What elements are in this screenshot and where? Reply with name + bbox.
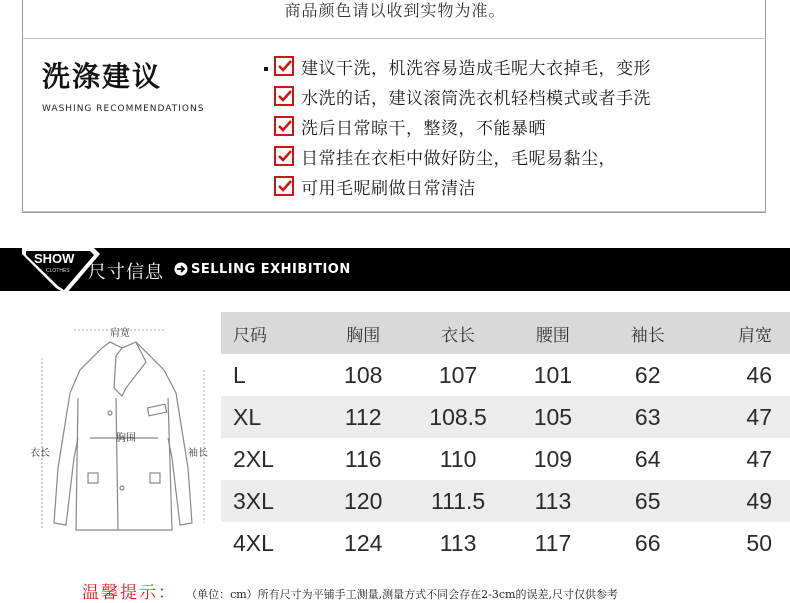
cell-shoulder: 49 bbox=[695, 480, 790, 522]
checkbox-icon bbox=[274, 116, 294, 136]
washing-item bbox=[274, 171, 651, 201]
banner-title-cn: 尺寸信息 bbox=[88, 262, 164, 283]
cell-length: 107 bbox=[438, 361, 478, 388]
checkbox-icon bbox=[274, 56, 294, 76]
cell-size: 4XL bbox=[233, 529, 274, 556]
washing-item bbox=[274, 111, 651, 141]
table-header-row bbox=[221, 312, 790, 354]
washing-item bbox=[274, 81, 651, 111]
washing-list bbox=[274, 51, 651, 201]
cell-chest: 108 bbox=[344, 361, 383, 388]
header-chest: 胸围 bbox=[316, 312, 411, 354]
color-disclaimer: 商品颜色请以收到实物为准。 bbox=[284, 1, 506, 20]
header-sleeve: 袖长 bbox=[600, 312, 695, 354]
cell-length: 110 bbox=[439, 445, 477, 472]
washing-item-text: 建议干洗，机洗容易造成毛呢大衣掉毛，变形 bbox=[301, 58, 651, 79]
cell-length: 113 bbox=[439, 529, 477, 556]
header-waist: 腰围 bbox=[505, 312, 600, 354]
cell-size: 2XL bbox=[233, 445, 274, 472]
tip-title: 温馨提示： bbox=[82, 583, 177, 603]
banner-title-en: SELLING EXHIBITION bbox=[191, 262, 351, 277]
cell-size: 3XL bbox=[221, 480, 316, 522]
cell-sleeve: 63 bbox=[600, 396, 695, 438]
cell-chest: 124 bbox=[344, 529, 383, 556]
cell-waist: 113 bbox=[505, 480, 600, 522]
cell-size: XL bbox=[221, 396, 316, 438]
size-table bbox=[221, 312, 790, 564]
cell-chest: 116 bbox=[344, 445, 382, 472]
table-row bbox=[221, 522, 790, 564]
badge-show-text: SHOW bbox=[34, 251, 75, 266]
coat-measurement-diagram bbox=[30, 318, 220, 568]
washing-item-text: 日常挂在衣柜中做好防尘，毛呢易黏尘， bbox=[301, 148, 616, 169]
washing-item bbox=[274, 141, 651, 171]
cell-size: L bbox=[233, 361, 246, 388]
table-row bbox=[221, 480, 790, 522]
washing-title: 洗涤建议 bbox=[42, 60, 163, 93]
table-row bbox=[221, 396, 790, 438]
size-tip bbox=[82, 578, 618, 603]
cell-waist: 105 bbox=[505, 396, 600, 438]
bullet-dot bbox=[264, 67, 268, 71]
cell-chest: 112 bbox=[316, 396, 411, 438]
header-size: 尺码 bbox=[221, 312, 316, 354]
cell-sleeve: 62 bbox=[634, 361, 661, 388]
tip-body: （单位：cm）所有尺寸为平铺手工测量,测量方式不同会存在2-3cm的误差,尺寸仅供参考 bbox=[186, 588, 618, 601]
cell-length: 111.5 bbox=[411, 480, 506, 522]
cell-length: 108.5 bbox=[411, 396, 506, 438]
cell-waist: 117 bbox=[534, 529, 572, 556]
checkbox-icon bbox=[274, 176, 294, 196]
table-row bbox=[221, 354, 790, 396]
washing-item-text: 洗后日常晾干，整烫，不能暴晒 bbox=[301, 118, 546, 139]
cell-sleeve: 64 bbox=[634, 445, 661, 472]
cell-shoulder: 46 bbox=[746, 361, 772, 388]
cell-shoulder: 47 bbox=[695, 396, 790, 438]
checkbox-icon bbox=[274, 86, 294, 106]
washing-subtitle: WASHING RECOMMENDATIONS bbox=[42, 104, 205, 114]
length-label: 衣长 bbox=[30, 448, 50, 459]
cell-shoulder: 47 bbox=[746, 445, 772, 472]
chest-label: 胸围 bbox=[116, 433, 136, 444]
header-length: 衣长 bbox=[411, 312, 506, 354]
checkbox-icon bbox=[274, 146, 294, 166]
washing-item bbox=[274, 51, 651, 81]
cell-waist: 109 bbox=[533, 445, 573, 472]
arrow-circle-icon bbox=[174, 262, 188, 276]
badge-clothes-text: CLOTHES bbox=[46, 268, 70, 274]
shoulder-label: 肩宽 bbox=[110, 328, 130, 339]
cell-shoulder: 50 bbox=[746, 529, 772, 556]
washing-item-text: 可用毛呢刷做日常清洁 bbox=[301, 178, 476, 199]
washing-item-text: 水洗的话，建议滚筒洗衣机轻档模式或者手洗 bbox=[301, 88, 651, 109]
table-row bbox=[221, 438, 790, 480]
sleeve-label: 袖长 bbox=[188, 448, 208, 459]
top-divider bbox=[22, 38, 766, 39]
cell-waist: 101 bbox=[533, 361, 573, 388]
bottom-divider bbox=[22, 211, 766, 212]
cell-sleeve: 65 bbox=[600, 480, 695, 522]
cell-chest: 120 bbox=[316, 480, 411, 522]
header-shoulder: 肩宽 bbox=[695, 312, 790, 354]
cell-sleeve: 66 bbox=[634, 529, 661, 556]
